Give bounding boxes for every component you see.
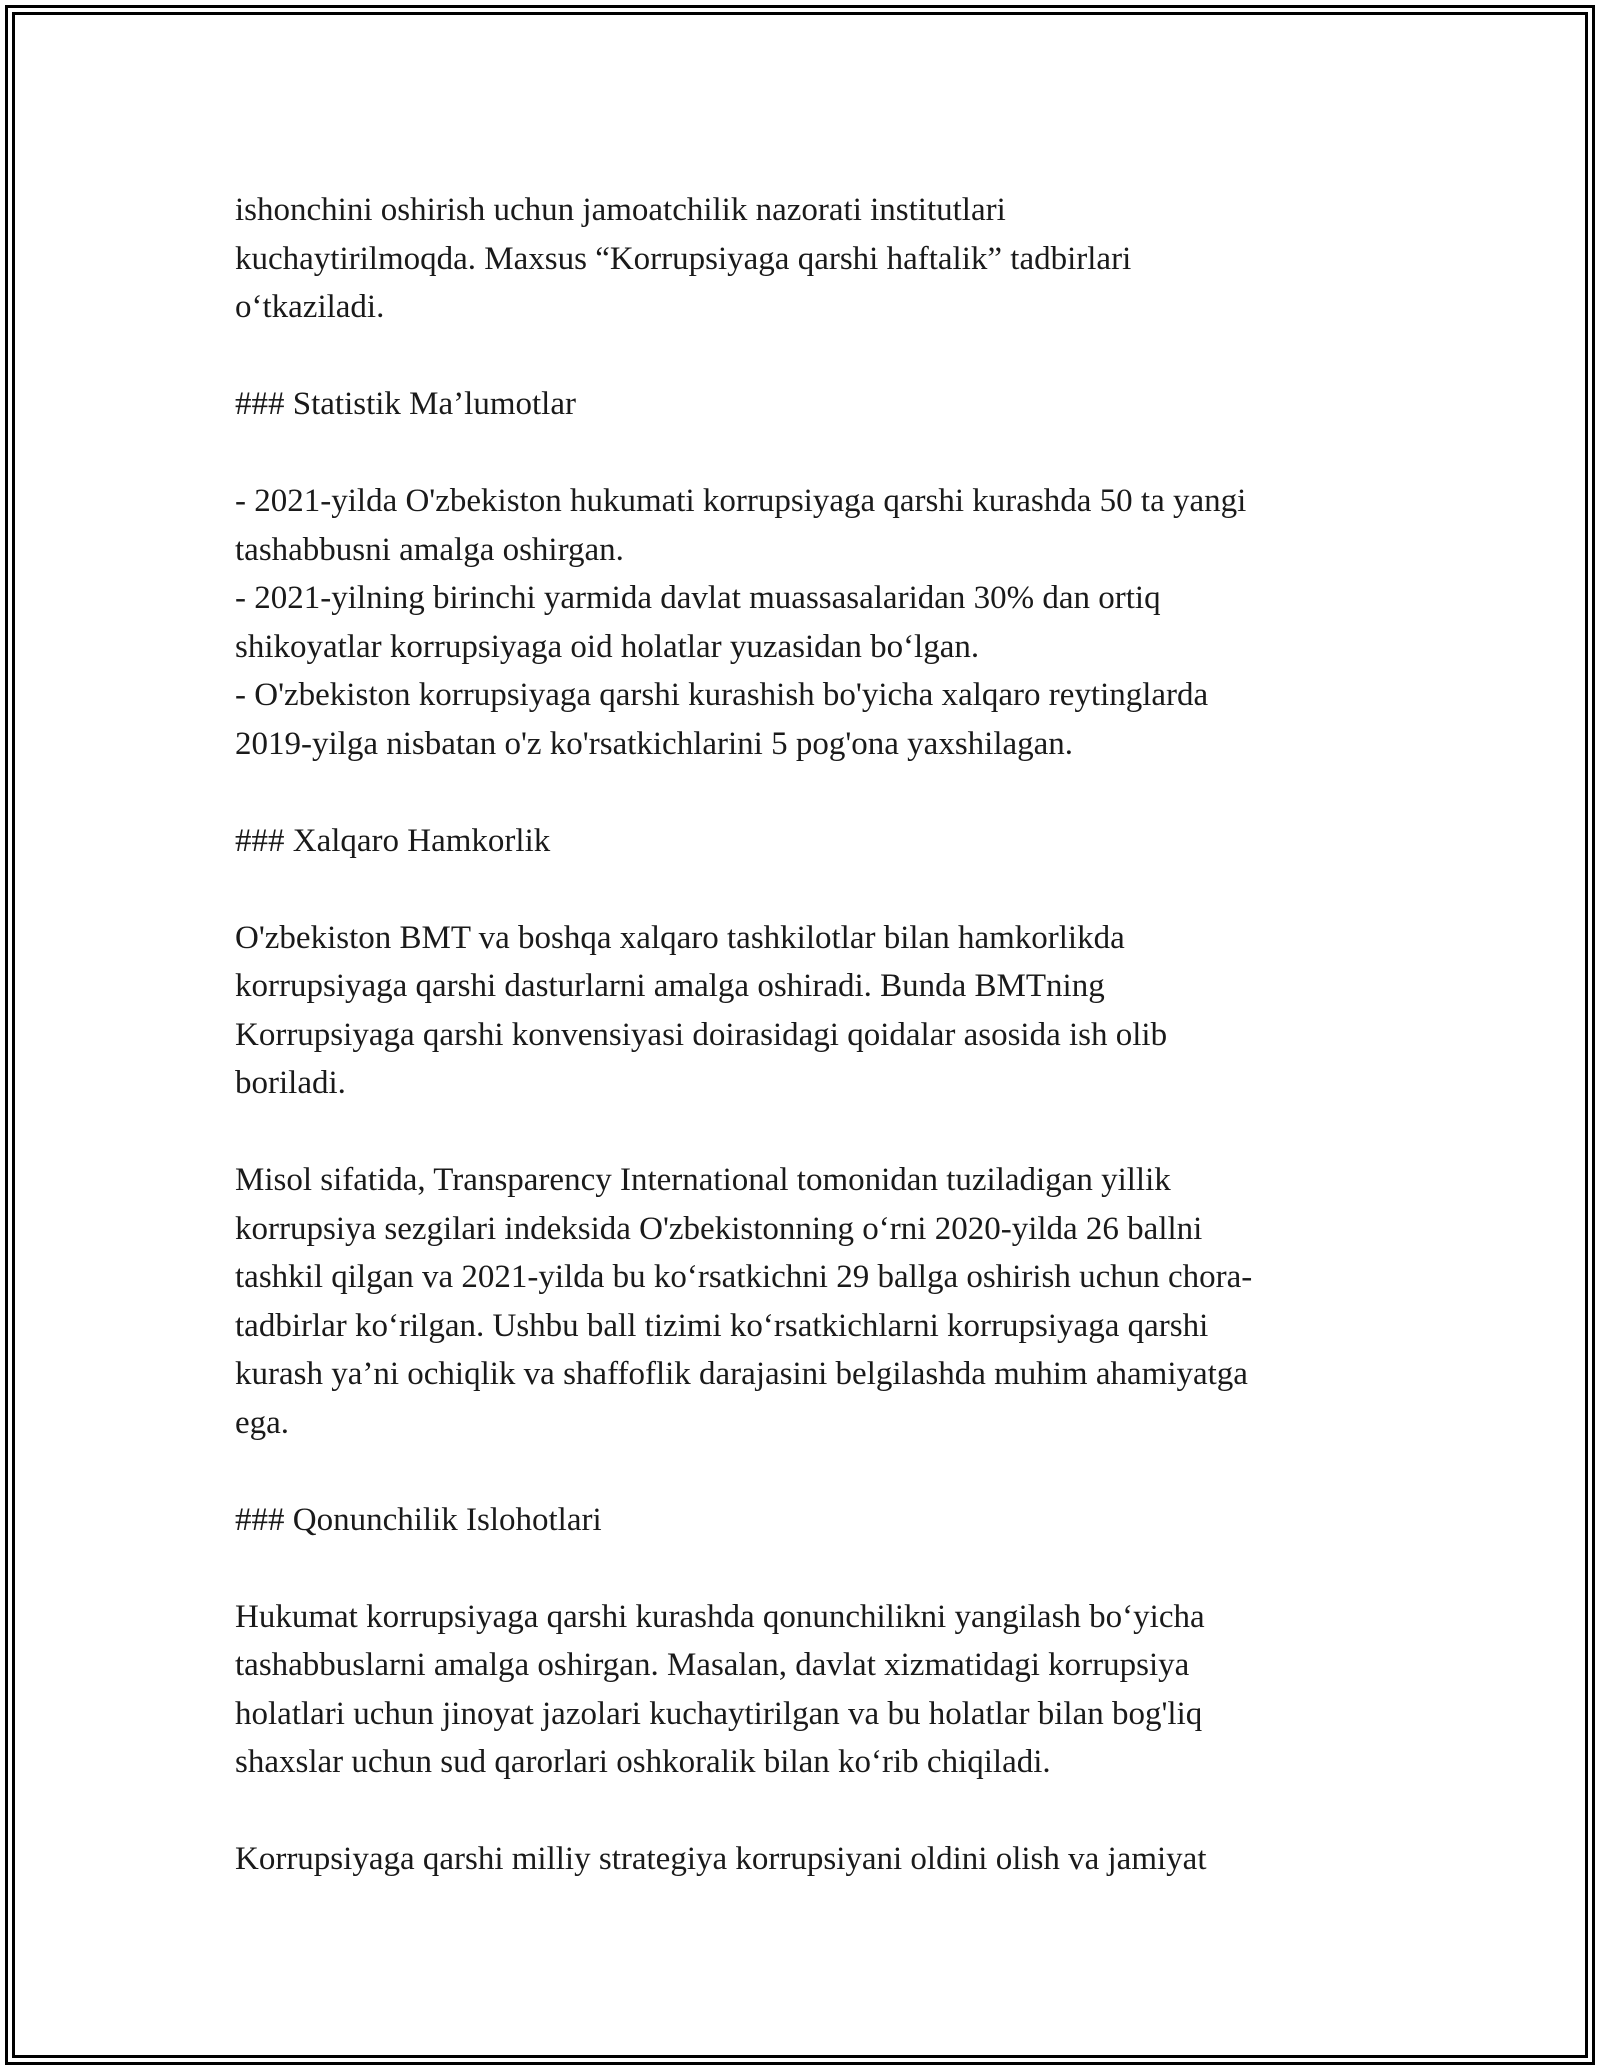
paragraph [235, 914, 1385, 1108]
text-line: Misol sifatida, Transparency International tomonidan tuziladigan yillik [235, 1162, 1171, 1198]
text-line: - 2021-yilning birinchi yarmida davlat muassasalaridan 30% dan ortiq [235, 580, 1161, 616]
text-line: shikoyatlar korrupsiyaga oid holatlar yuzasidan bo‘lgan. [235, 628, 980, 665]
text-line: kuchaytirilmoqda. Maxsus “Korrupsiyaga qarshi haftalik” tadbirlari [235, 240, 1132, 277]
section-heading [235, 1496, 1385, 1545]
text-line: - 2021-yilda O'zbekiston hukumati korrupsiyaga qarshi kurashda 50 ta yangi [235, 483, 1247, 519]
section-heading [235, 380, 1385, 429]
text-line: holatlari uchun jinoyat jazolari kuchaytirilgan va bu holatlar bilan bog'liq [235, 1695, 1203, 1732]
text-line: ### Statistik Ma’lumotlar [235, 386, 576, 422]
text-line: - O'zbekiston korrupsiyaga qarshi kurashish bo'yicha xalqaro reytinglarda [235, 677, 1209, 713]
text-line: tashabbusni amalga oshirgan. [235, 531, 624, 568]
bullet-list [235, 477, 1385, 768]
text-line: Korrupsiyaga qarshi milliy strategiya korrupsiyani oldini olish va jamiyat [235, 1841, 1207, 1877]
paragraph [235, 1593, 1385, 1787]
text-line: Korrupsiyaga qarshi konvensiyasi doirasidagi qoidalar asosida ish olib [235, 1016, 1168, 1053]
paragraph [235, 1156, 1385, 1447]
paragraph [235, 1835, 1385, 1884]
text-line: ### Xalqaro Hamkorlik [235, 822, 551, 859]
text-line: ishonchini oshirish uchun jamoatchilik nazorati institutlari [235, 192, 1006, 228]
document-body [235, 186, 1385, 1932]
text-line: ### Qonunchilik Islohotlari [235, 1501, 602, 1538]
text-line: tashabbuslarni amalga oshirgan. Masalan, davlat xizmatidagi korrupsiya [235, 1647, 1190, 1683]
text-line: tashkil qilgan va 2021-yilda bu ko‘rsatkichni 29 ballga oshirish uchun chora- [235, 1259, 1253, 1295]
text-line: kurash ya’ni ochiqlik va shaffoflik darajasini belgilashda muhim ahamiyatga [235, 1356, 1248, 1392]
paragraph [235, 186, 1385, 332]
text-line: o‘tkaziladi. [235, 289, 385, 325]
section-heading [235, 817, 1385, 866]
text-line: ega. [235, 1404, 290, 1441]
text-line: O'zbekiston BMT va boshqa xalqaro tashkilotlar bilan hamkorlikda [235, 919, 1125, 956]
text-line: Hukumat korrupsiyaga qarshi kurashda qonunchilikni yangilash bo‘yicha [235, 1598, 1205, 1635]
text-line: korrupsiyaga qarshi dasturlarni amalga oshiradi. Bunda BMTning [235, 968, 1105, 1004]
text-line: 2019-yilga nisbatan o'z ko'rsatkichlarini 5 pog'ona yaxshilagan. [235, 725, 1074, 762]
text-line: shaxslar uchun sud qarorlari oshkoralik bilan ko‘rib chiqiladi. [235, 1744, 1051, 1780]
text-line: tadbirlar ko‘rilgan. Ushbu ball tizimi ko‘rsatkichlarni korrupsiyaga qarshi [235, 1307, 1209, 1344]
text-line: korrupsiya sezgilari indeksida O'zbekistonning o‘rni 2020-yilda 26 ballni [235, 1210, 1203, 1247]
text-line: boriladi. [235, 1065, 346, 1101]
